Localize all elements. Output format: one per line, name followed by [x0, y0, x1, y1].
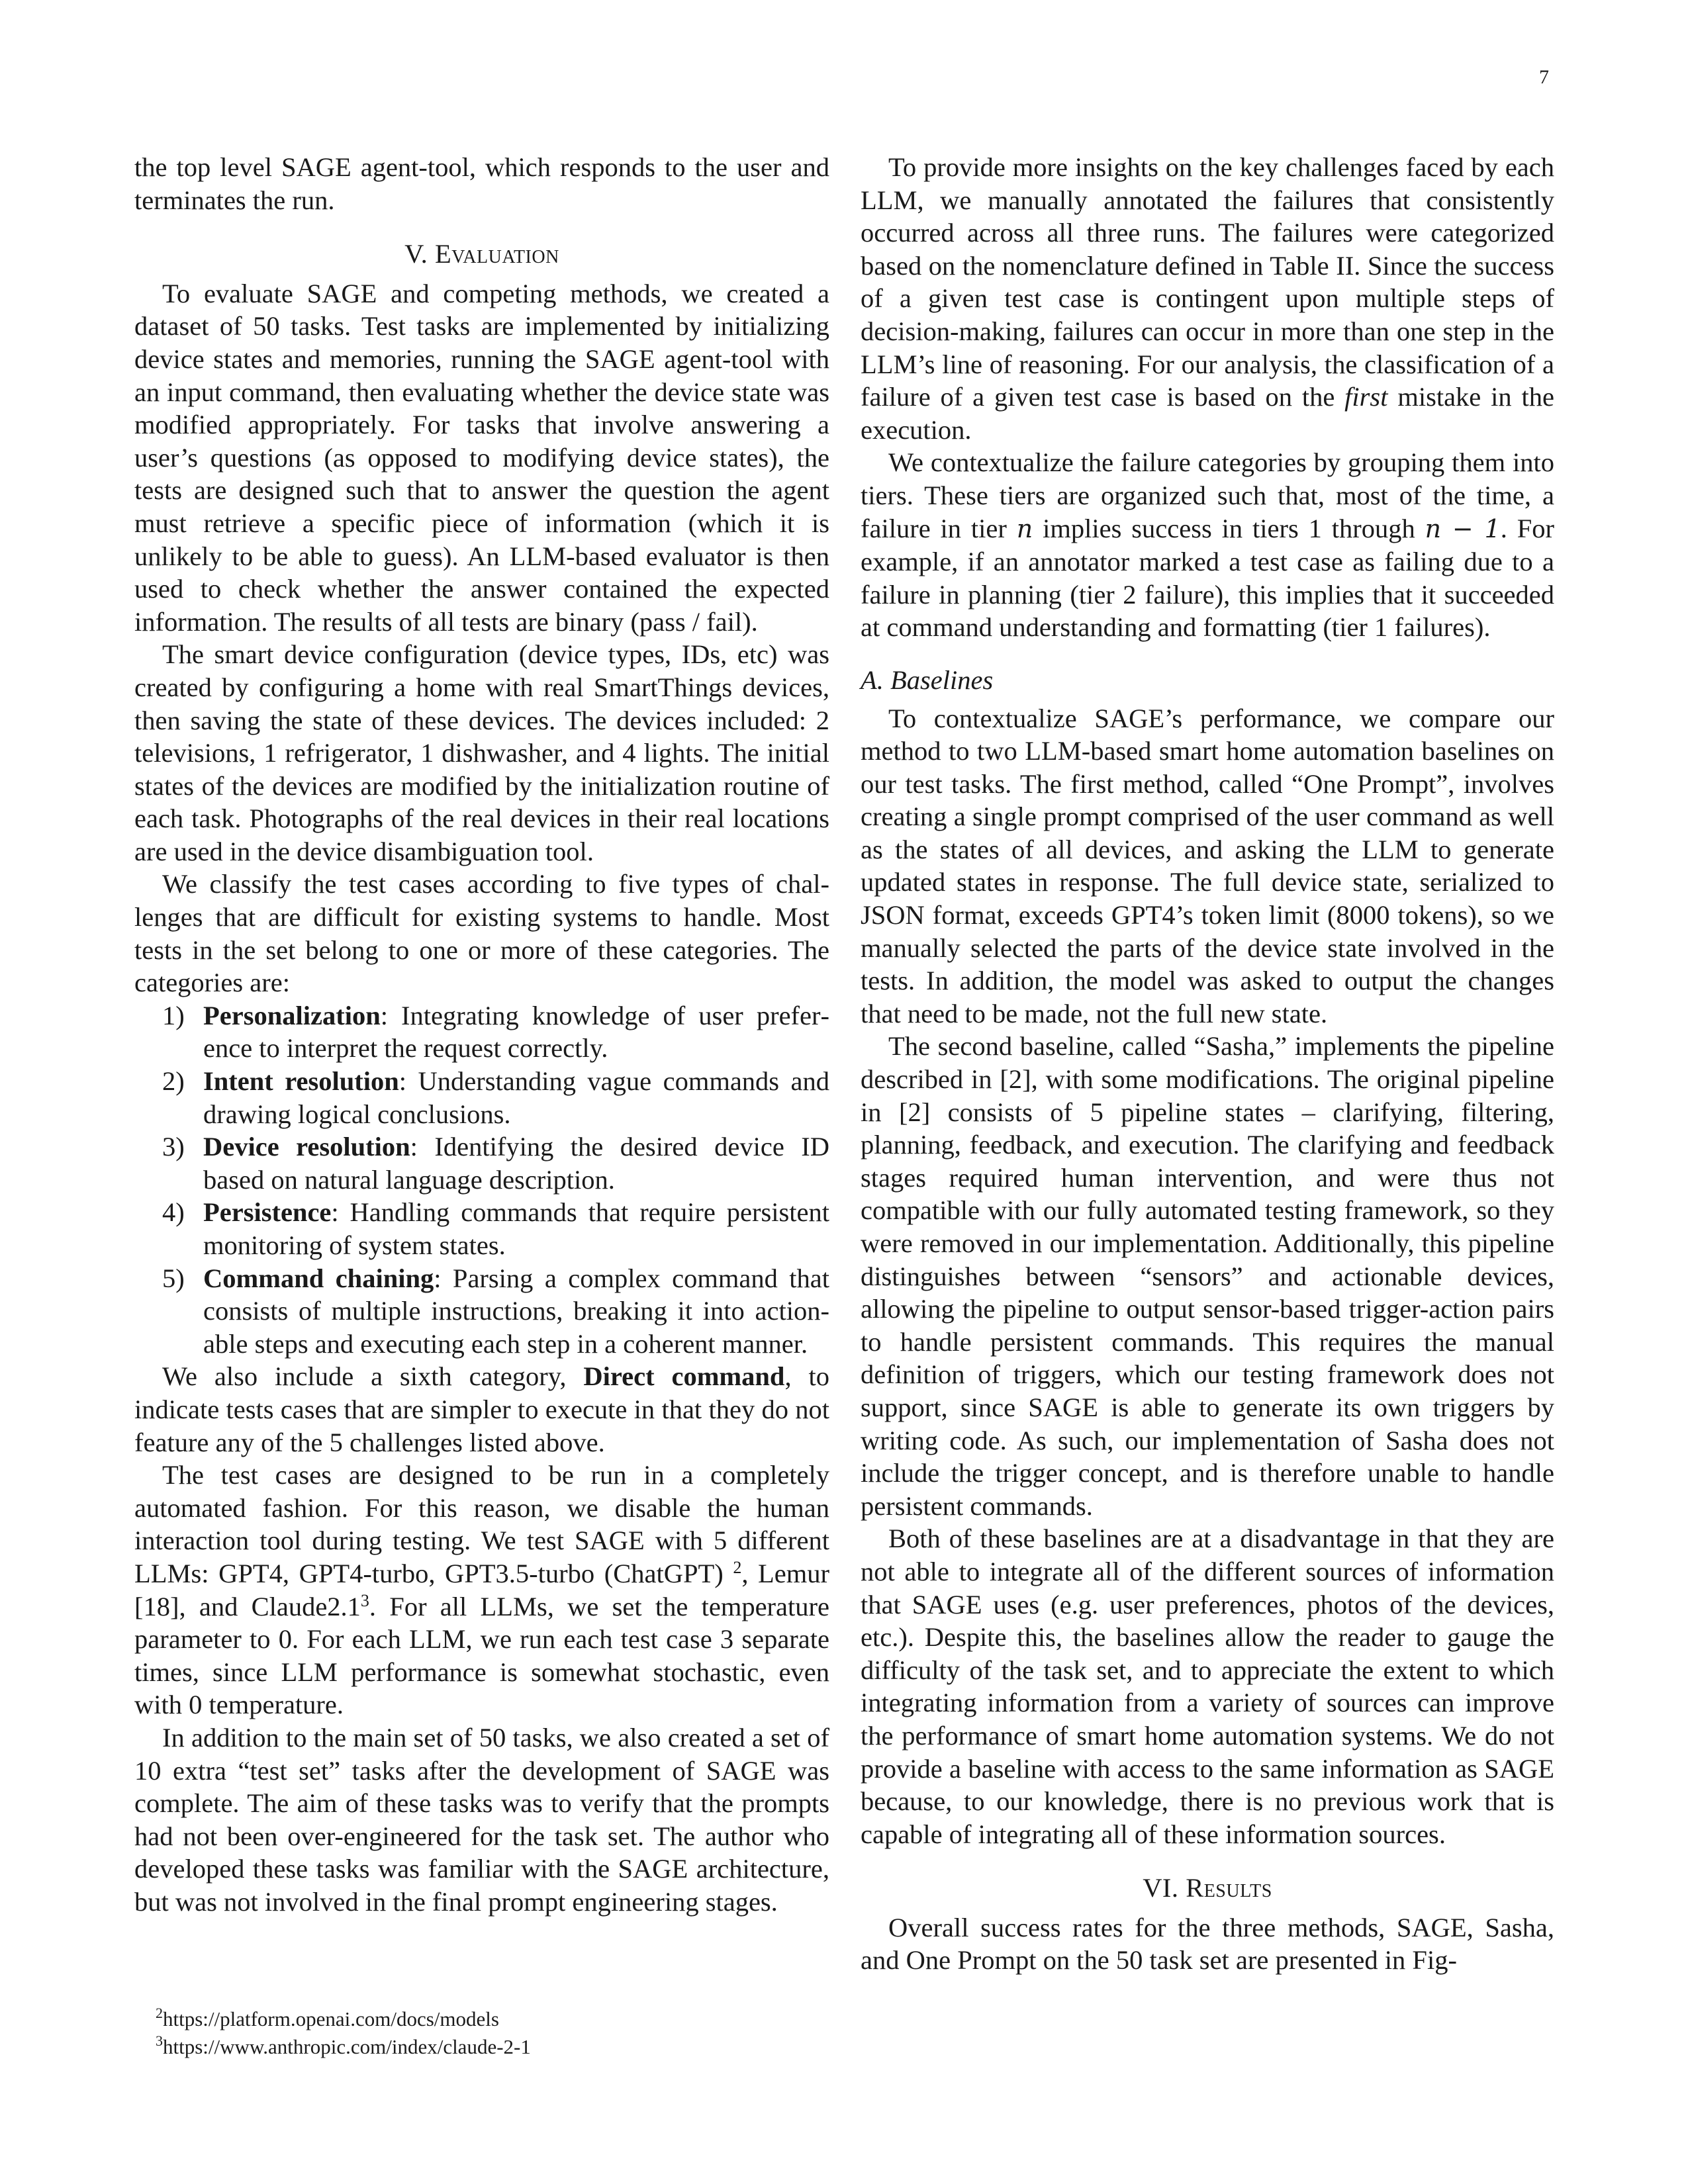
section-title: Evaluation: [434, 239, 559, 269]
footnote-ref-2[interactable]: 2: [733, 1557, 742, 1577]
challenge-term: Command chaining: [203, 1263, 434, 1293]
section-number: V.: [404, 239, 435, 269]
footnote-3: [134, 2033, 829, 2061]
challenge-item: [134, 999, 829, 1065]
footnote-2: [134, 2005, 829, 2033]
challenge-item: [134, 1065, 829, 1130]
baselines-paragraph-3: Both of these baselines are at a disadvantage in that they are not able to integrate all of the different sources of information that SAGE uses (e.g. user preferences, photos of the devices, etc.). Despite this, the baselines allow the reader to gauge the difficulty of the task set, and to appreciate the extent to which integrating information from a variety of sources can improve the performance of smart home automation systems. We do not provide a baseline with access to the same information as SAGE because, to our knowledge, there is no previous work that is capable of integrating all of these information sources.: [861, 1524, 1554, 1849]
challenge-description: : Parsing a complex command that consists of multiple instructions, breaking it into actionable steps and executing each step in a coherent manner.: [203, 1263, 829, 1359]
text-run: . For example, if an annotator marked a test case as failing due to a failure in planning (tier 2 failure), this implies that it succeeded at command understanding and formatting (tier 1 failures).: [861, 513, 1554, 643]
challenge-term: Persistence: [203, 1197, 332, 1228]
results-paragraph-1: Overall success rates for the three methods, SAGE, Sasha, and One Prompt on the 50 task set are presented in Fig-: [861, 1912, 1554, 1976]
challenge-description: : Integrating knowledge of user preference to interpret the request correctly.: [203, 1000, 829, 1064]
evaluation-paragraph-3: We classify the test cases according to five types of challenges that are difficult for existing systems to handle. Most tests in the set belong to one or more of these categories. The categories are:: [134, 869, 829, 998]
challenge-description: : Handling commands that require persistent monitoring of system states.: [203, 1197, 829, 1260]
challenge-number: 3): [162, 1132, 185, 1162]
text-run: The test cases are designed to be run in a completely automated fashion. For this reason, we disable the human interaction tool during testing. We test SAGE with 5 different LLMs: GPT4, GPT4-turbo, GPT3.5-turbo (ChatGPT): [134, 1460, 829, 1588]
challenge-list: [134, 999, 829, 1361]
footnote-ref-3[interactable]: 3: [360, 1590, 369, 1610]
text-run: We also include a sixth category,: [162, 1361, 584, 1392]
math-n: n: [1016, 514, 1033, 543]
challenge-term: Intent resolution: [203, 1066, 399, 1097]
footnotes: [134, 2005, 829, 2061]
section-number: VI.: [1143, 1873, 1186, 1903]
footnote-mark: 3: [156, 2032, 163, 2049]
section-title: Results: [1186, 1873, 1272, 1903]
baselines-paragraph-2: The second baseline, called “Sasha,” implements the pipeline described in [2], with some modifications. The original pipeline in [2] consists of 5 pipeline states – clarifying, filtering, planning, feedback, and execution. The clarifying and feedback stages required human intervention, and were thus not compatible with our fully automated testing framework, so they were removed in our implementation. Additionally, this pipeline distinguishes between “sensors” and actionable devices, allowing the pipeline to output sensor-based trigger-action pairs to handle persistent commands. This requires the manual definition of triggers, which our testing framework does not support, since SAGE is able to generate its own triggers by writing code. As such, our implementation of Sasha does not include the trigger concept, and is therefore unable to handle persistent commands.: [861, 1031, 1554, 1521]
analysis-paragraph-1: [861, 151, 1554, 446]
text-run: , to indicate tests cases that are simpler to execute in that they do not feature any of the 5 challenges listed above.: [134, 1361, 829, 1457]
challenge-description: : Identifying the desired device ID based on natural language description.: [203, 1132, 829, 1195]
text-run: implies success in tiers 1 through: [1033, 513, 1425, 543]
challenge-description: : Understanding vague commands and drawing logical conclusions.: [203, 1066, 830, 1129]
evaluation-paragraph-2: The smart device configuration (device types, IDs, etc) was created by configuring a home with real SmartThings devices, then saving the state of these devices. The devices included: 2 televisions, 1 refrigerator, 1 dishwasher, and 4 lights. The initial states of the devices are modified by the initialization routine of each task. Photographs of the real devices in their real locations are used in the device disambiguation tool.: [134, 639, 829, 866]
challenge-number: 5): [162, 1263, 185, 1293]
section-heading-evaluation: [134, 238, 829, 271]
baselines-paragraph-1: To contextualize SAGE’s performance, we compare our method to two LLM-based smart home automation baselines on our test tasks. The first method, called “One Prompt”, involves creating a single prompt comprised of the user command as well as the states of all devices, and asking the LLM to generate updated states in response. The full device state, serialized to JSON format, exceeds GPT4’s token limit (8000 tokens), so we manually selected the parts of the device state involved in the tests. In addition, the model was asked to output the changes that need to be made, not the full new state.: [861, 703, 1554, 1028]
right-column: [861, 151, 1554, 1977]
emphasis-first: first: [1344, 382, 1388, 412]
page-number: 7: [1539, 66, 1549, 88]
section-heading-results: [861, 1872, 1554, 1905]
text-run: mistake in the execution.: [861, 382, 1554, 445]
footnote-link[interactable]: https://www.anthropic.com/index/claude-2-1: [163, 2035, 531, 2058]
left-column: [134, 151, 829, 1918]
text-run: . For all LLMs, we set the temperature parameter to 0. For each LLM, we run each test case 3 separate times, since LLM performance is somewhat stochastic, even with 0 temperature.: [134, 1591, 829, 1720]
text-run: We contextualize the failure categories by grouping them into tiers. These tiers are organized such that, most of the time, a failure in tier: [861, 447, 1554, 543]
footnote-link[interactable]: https://platform.openai.com/docs/models: [163, 2007, 499, 2030]
challenge-number: 4): [162, 1197, 185, 1228]
challenge-item: [134, 1262, 829, 1361]
evaluation-paragraph-4: [134, 1360, 829, 1459]
analysis-paragraph-2: [861, 446, 1554, 644]
subsection-heading-baselines: A. Baselines: [861, 664, 994, 695]
evaluation-paragraph-5: [134, 1459, 829, 1721]
math-n-minus-1: n − 1: [1425, 514, 1501, 543]
direct-command-term: Direct command: [583, 1361, 785, 1392]
challenge-item: [134, 1196, 829, 1261]
challenge-item: [134, 1130, 829, 1196]
text-run: To provide more insights on the key challenges faced by each LLM, we manually annotated the failures that consistently occurred across all three runs. The failures were categorized based on the nomenclature defined in Table II. Since the success of a given test case is contingent upon multiple steps of decision-making, failures can occur in more than one step in the LLM’s line of reasoning. For our analysis, the classification of a failure of a given test case is based on the: [861, 152, 1554, 412]
footnote-mark: 2: [156, 2005, 163, 2021]
evaluation-paragraph-1: To evaluate SAGE and competing methods, we created a dataset of 50 tasks. Test tasks are implemented by initializing device states and memories, running the SAGE agent-tool with an input command, then evaluating whether the device state was modified appropriately. For tasks that involve answering a user’s questions (as opposed to modifying device states), the tests are designed such that to answer the question the agent must retrieve a specific piece of information (which it is unlikely to be able to guess). An LLM-based evaluator is then used to check whether the answer contained the expected information. The results of all tests are binary (pass / fail).: [134, 278, 829, 637]
challenge-term: Personalization: [203, 1000, 381, 1030]
evaluation-paragraph-6: In addition to the main set of 50 tasks, we also created a set of 10 extra “test set” tasks after the development of SAGE was complete. The aim of these tasks was to verify that the prompts had not been over-engineered for the task set. The author who developed these tasks was familiar with the SAGE architecture, but was not involved in the final prompt engineering stages.: [134, 1722, 829, 1917]
challenge-term: Device resolution: [203, 1132, 410, 1162]
intro-paragraph: the top level SAGE agent-tool, which responds to the user and terminates the run.: [134, 152, 829, 215]
challenge-number: 2): [162, 1066, 185, 1097]
text-run: , Lemur [18], and Claude2.1: [134, 1558, 829, 1621]
challenge-number: 1): [162, 1000, 185, 1030]
